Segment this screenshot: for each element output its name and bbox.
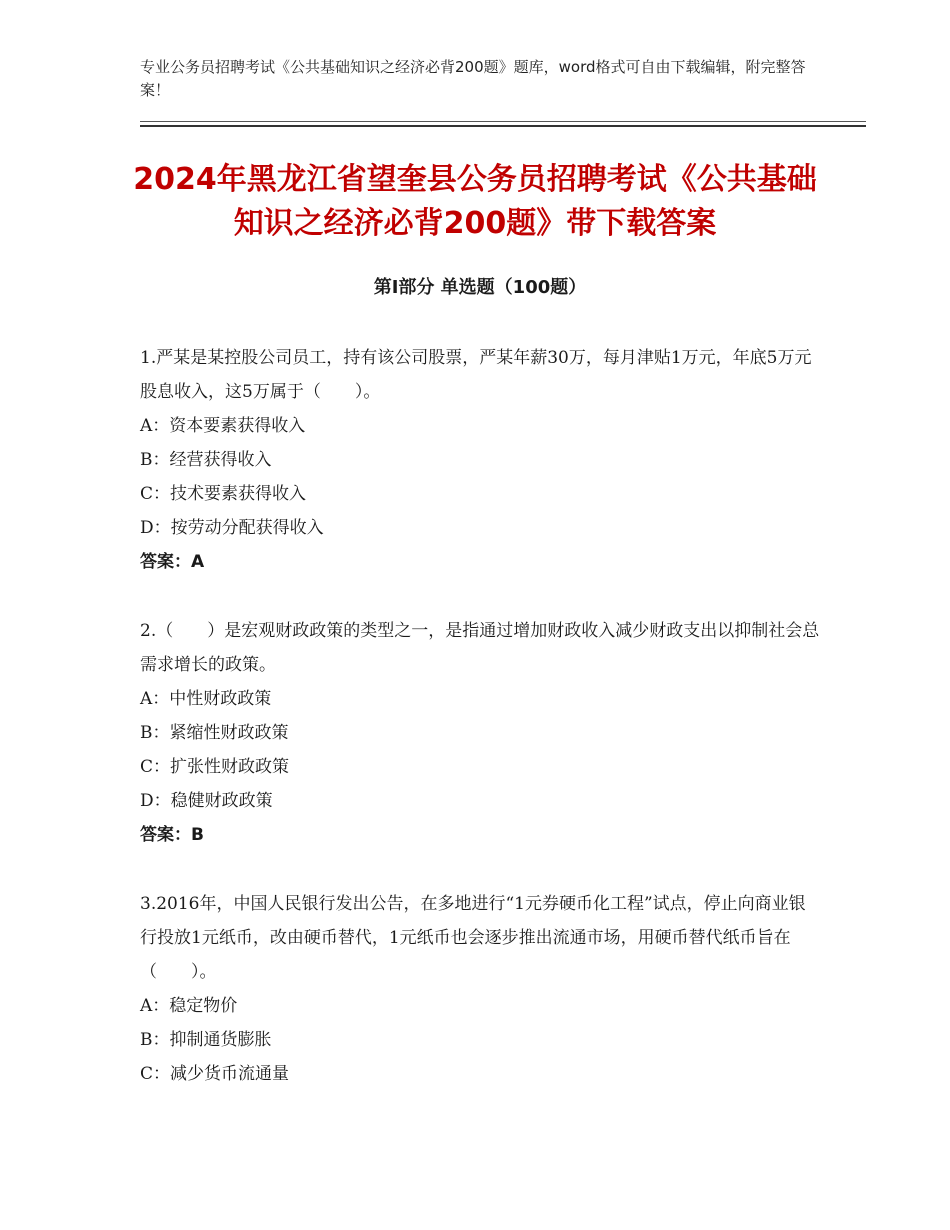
question-stem: 2.（ ）是宏观财政政策的类型之一，是指通过增加财政收入减少财政支出以抑制社会总需求增长的政策。 bbox=[140, 621, 820, 675]
document-title: 2024年黑龙江省望奎县公务员招聘考试《公共基础知识之经济必背200题》带下载答案 bbox=[133, 162, 817, 241]
question-2 bbox=[140, 614, 820, 852]
option-c: C：减少货币流通量 bbox=[140, 1064, 290, 1084]
section-heading: 第Ⅰ部分 单选题（100题） bbox=[373, 277, 587, 298]
option-b: B：抑制通货膨胀 bbox=[140, 1030, 272, 1050]
option-a: A：稳定物价 bbox=[140, 996, 238, 1016]
option-a: A：资本要素获得收入 bbox=[140, 416, 306, 436]
option-a: A：中性财政政策 bbox=[140, 689, 272, 709]
question-1 bbox=[140, 341, 820, 579]
question-3 bbox=[140, 887, 820, 1091]
option-d: D：按劳动分配获得收入 bbox=[140, 518, 324, 538]
question-stem: 3.2016年，中国人民银行发出公告，在多地进行“1元券硬币化工程”试点，停止向商业银行投放1元纸币，改由硬币替代，1元纸币也会逐步推出流通市场，用硬币替代纸币旨在（ ）。 bbox=[140, 894, 806, 982]
option-b: B：紧缩性财政政策 bbox=[140, 723, 289, 743]
option-c: C：扩张性财政政策 bbox=[140, 757, 290, 777]
answer: 答案：A bbox=[140, 552, 205, 572]
header-divider-thick bbox=[140, 125, 866, 127]
option-c: C：技术要素获得收入 bbox=[140, 484, 307, 504]
option-b: B：经营获得收入 bbox=[140, 450, 272, 470]
question-stem: 1.严某是某控股公司员工，持有该公司股票，严某年薪30万，每月津贴1万元，年底5万元股息收入，这5万属于（ ）。 bbox=[140, 348, 812, 402]
answer: 答案：B bbox=[140, 825, 204, 845]
header-divider bbox=[140, 121, 866, 122]
option-d: D：稳健财政政策 bbox=[140, 791, 273, 811]
header-note: 专业公务员招聘考试《公共基础知识之经济必背200题》题库，word格式可自由下载编辑，附完整答案！ bbox=[140, 58, 806, 99]
